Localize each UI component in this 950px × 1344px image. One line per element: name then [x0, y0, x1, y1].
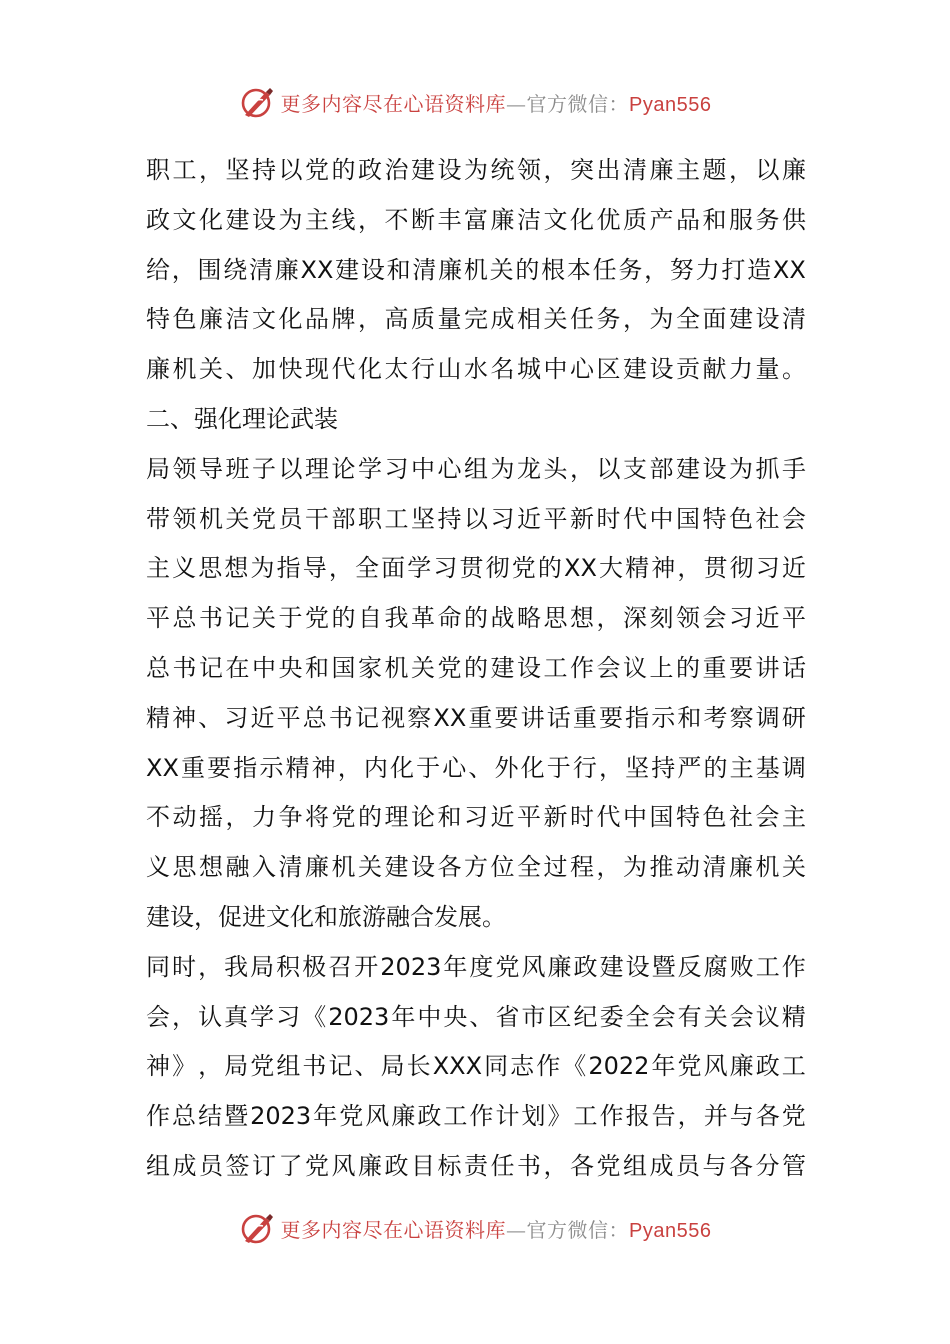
watermark-main: 更多内容尽在心语资料库: [280, 91, 507, 116]
text-line: 建设，促进文化和旅游融合发展。: [146, 902, 506, 931]
watermark-separator: —: [506, 1217, 527, 1242]
text-line: 组 成 员 签 订 了 党 风 廉 政 目 标 责 任 书 ， 各 党 组 成 员 与 各 分 管: [146, 1151, 806, 1180]
watermark-wechat-id: Pyan556: [629, 93, 712, 116]
text-line: 特 色 廉 洁 文 化 品 牌 ， 高 质 量 完 成 相 关 任 务 ， 为 全 面 建 设 清: [146, 305, 806, 334]
watermark-main: 更多内容尽在心语资料库: [280, 1217, 507, 1242]
text-line: 主 义 思 想 为 指 导 ， 全 面 学 习 贯 彻 党 的 XX 大 精 神 ， 贯 彻 习 近: [146, 554, 806, 583]
watermark-group: [239, 1210, 712, 1246]
watermark-wechat-label: 官方微信：: [526, 1217, 630, 1242]
pen-logo-icon: [239, 84, 275, 120]
text-line: 职 工 ， 坚 持 以 党 的 政 治 建 设 为 统 领 ， 突 出 清 廉 主 题 ， 以 廉: [146, 156, 806, 184]
text-line: 精 神 、 习 近 平 总 书 记 视 察 XX 重 要 讲 话 重 要 指 示 和 考 察 调 研: [146, 703, 806, 732]
watermark-text: [281, 1214, 712, 1243]
header-watermark: [0, 80, 950, 124]
footer-watermark: [0, 1206, 950, 1250]
text-line: 作 总 结 暨 2023 年 党 风 廉 政 工 作 计 划 》 工 作 报 告 ， 并 与 各 党: [146, 1102, 806, 1131]
text-line: 廉 机 关 、 加 快 现 代 化 太 行 山 水 名 城 中 心 区 建 设 贡 献 力 量 。: [146, 355, 806, 384]
text-line: 总 书 记 在 中 央 和 国 家 机 关 党 的 建 设 工 作 会 议 上 的 重 要 讲 话: [146, 653, 806, 682]
watermark-wechat-label: 官方微信：: [526, 91, 630, 116]
text-line: 不 动 摇 ， 力 争 将 党 的 理 论 和 习 近 平 新 时 代 中 国 特 色 社 会 主: [146, 803, 806, 832]
text-line: 同 时 ， 我 局 积 极 召 开 2023 年 度 党 风 廉 政 建 设 暨 反 腐 败 工 作: [146, 952, 806, 981]
text-line: 会 ， 认 真 学 习 《 2023 年 中 央 、 省 市 区 纪 委 全 会 有 关 会 议 精: [146, 1002, 806, 1031]
text-line: 平 总 书 记 关 于 党 的 自 我 革 命 的 战 略 思 想 ， 深 刻 领 会 习 近 平: [146, 604, 806, 633]
text-line: 局 领 导 班 子 以 理 论 学 习 中 心 组 为 龙 头 ， 以 支 部 建 设 为 抓 手: [146, 454, 806, 483]
watermark-group: [239, 84, 712, 120]
pen-logo-icon: [239, 1210, 275, 1246]
document-body: [146, 146, 806, 1192]
text-line: 义 思 想 融 入 清 廉 机 关 建 设 各 方 位 全 过 程 ， 为 推 动 清 廉 机 关: [146, 853, 806, 882]
text-line: 政 文 化 建 设 为 主 线 ， 不 断 丰 富 廉 洁 文 化 优 质 产 品 和 服 务 供: [146, 205, 806, 234]
text-line: XX 重 要 指 示 精 神 ， 内 化 于 心 、 外 化 于 行 ， 坚 持 严 的 主 基 调: [146, 753, 806, 782]
text-line: 带 领 机 关 党 员 干 部 职 工 坚 持 以 习 近 平 新 时 代 中 国 特 色 社 会: [146, 504, 806, 533]
watermark-text: [281, 88, 712, 117]
text-line: 给 ， 围 绕 清 廉 XX 建 设 和 清 廉 机 关 的 根 本 任 务 ， 努 力 打 造 XX: [146, 255, 806, 284]
text-line: 神 》 ， 局 党 组 书 记 、 局 长 XXX 同 志 作 《 2022 年 党 风 廉 政 工: [146, 1052, 806, 1081]
watermark-wechat-id: Pyan556: [629, 1219, 712, 1242]
section-heading: 二、强化理论武装: [146, 404, 338, 433]
watermark-separator: —: [506, 91, 527, 116]
